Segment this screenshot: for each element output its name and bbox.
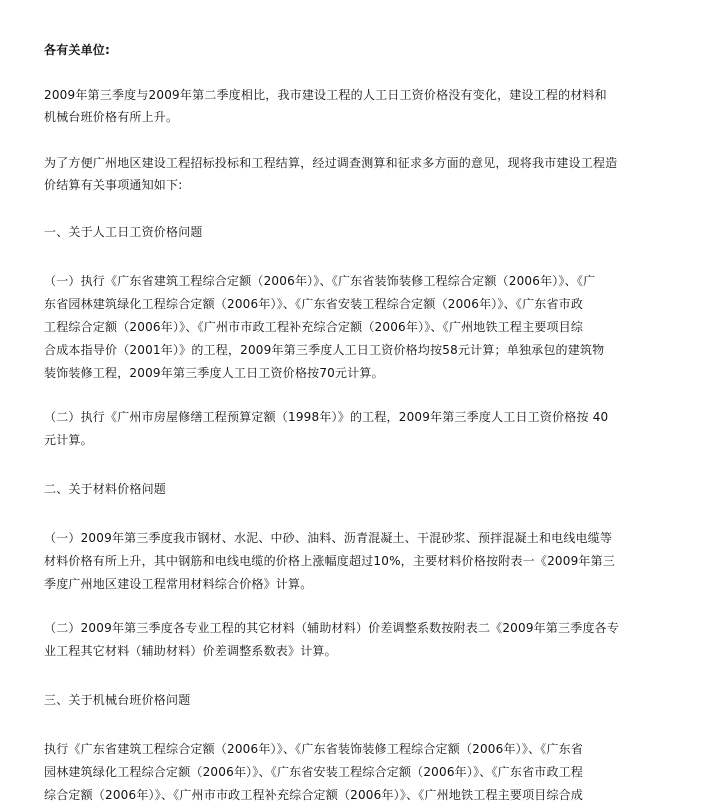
paragraph-line: （一）执行《广东省建筑工程综合定额（2006年）》、《广东省装饰装修工程综合定额（2006年）》、《广 [44,274,596,288]
paragraph-line: 季度广州地区建设工程常用材料综合价格》计算。 [44,577,313,591]
section-heading-labor: 一、关于人工日工资价格问题 [44,225,203,239]
paragraph-line: 园林建筑绿化工程综合定额（2006年）》、《广东省安装工程综合定额（2006年）》、《广东省市政工程 [44,765,584,779]
paragraph-line: 合成本指导价（2001年）》的工程，2009年第三季度人工日工资价格均按58元计算；单独承包的建筑物 [44,343,605,357]
paragraph-line: 业工程其它材料（辅助材料）价差调整系数表》计算。 [44,644,337,658]
salutation: 各有关单位: [44,43,110,57]
paragraph-line: 机械台班价格有所上升。 [44,110,179,124]
section-heading-machinery: 三、关于机械台班价格问题 [44,693,191,707]
paragraph-line: 东省园林建筑绿化工程综合定额（2006年）》、《广东省安装工程综合定额（2006年）》、《广东省市政 [44,297,584,311]
paragraph-line: 元计算。 [44,433,93,447]
paragraph-line: 材料价格有所上升，其中钢筋和电线电缆的价格上涨幅度超过10%，主要材料价格按附表一《2009年第三 [44,554,616,568]
paragraph-line: 为了方便广州地区建设工程招标投标和工程结算，经过调查测算和征求多方面的意见，现将我市建设工程造 [44,156,618,170]
paragraph-line: 装饰装修工程，2009年第三季度人工日工资价格按70元计算。 [44,366,384,380]
paragraph-line: 价结算有关事项通知如下: [44,178,183,192]
paragraph-line: （一）2009年第三季度我市钢材、水泥、中砂、油料、沥青混凝土、干混砂浆、预拌混凝土和电线电缆等 [44,531,613,545]
paragraph-line: （二）2009年第三季度各专业工程的其它材料（辅助材料）价差调整系数按附表二《2009年第三季度各专 [44,621,620,635]
paragraph-line: （二）执行《广州市房屋修缮工程预算定额（1998年）》的工程，2009年第三季度人工日工资价格按 40 [44,410,609,424]
section-heading-materials: 二、关于材料价格问题 [44,482,167,496]
paragraph-line: 执行《广东省建筑工程综合定额（2006年）》、《广东省装饰装修工程综合定额（2006年）》、《广东省 [44,742,584,756]
paragraph-line: 工程综合定额（2006年）》、《广州市市政工程补充综合定额（2006年）》、《广州地铁工程主要项目综 [44,320,584,334]
paragraph-line: 2009年第三季度与2009年第二季度相比，我市建设工程的人工日工资价格没有变化，建设工程的材料和 [44,88,607,102]
paragraph-line: 综合定额（2006年）》、《广州市市政工程补充综合定额（2006年）》、《广州地铁工程主要项目综合成 [44,788,584,802]
